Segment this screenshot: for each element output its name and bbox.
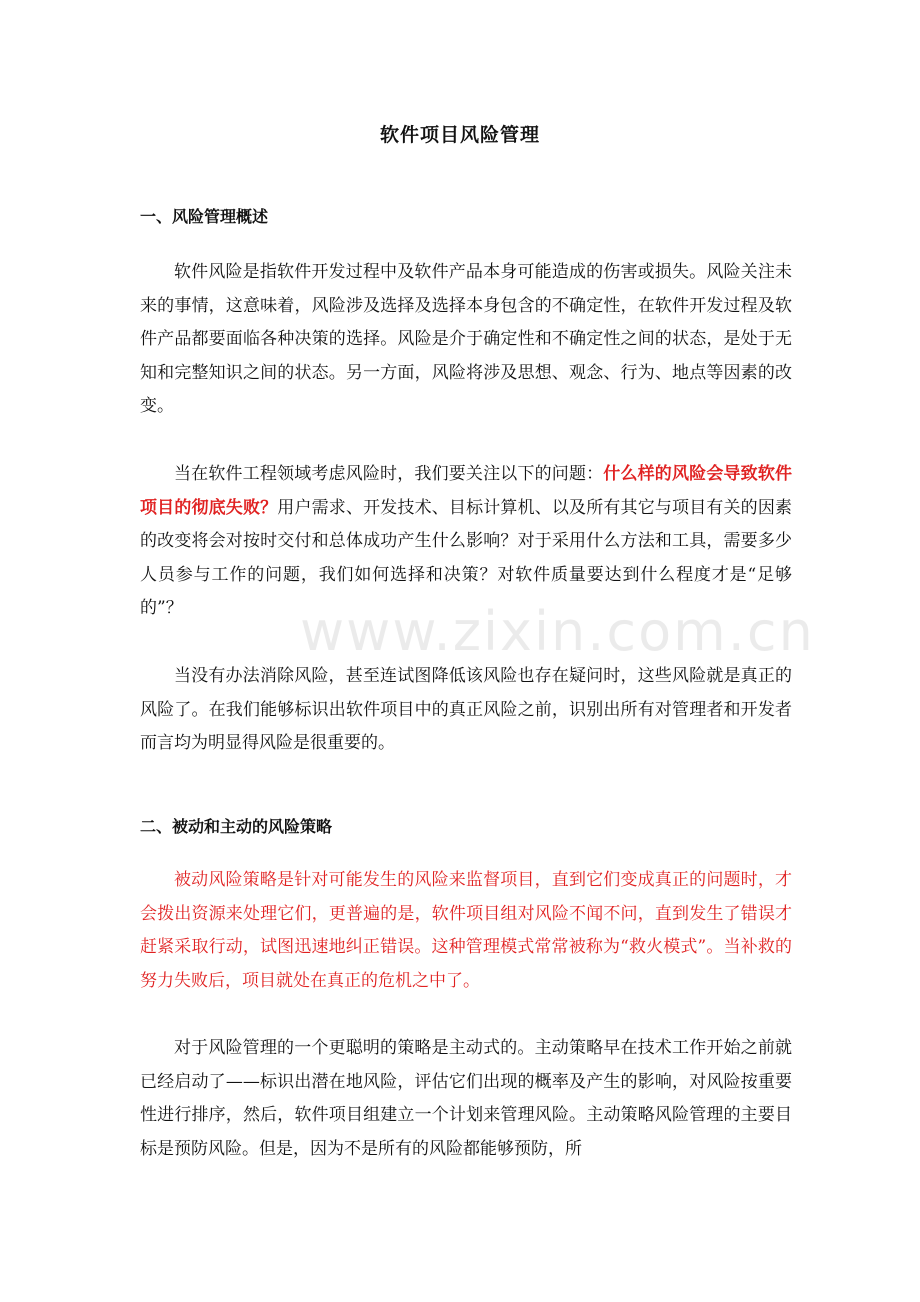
paragraph-2-highlight: 什么样的风险会导致软件项目的彻底失败？ — [140, 464, 793, 518]
section-heading-2: 二、被动和主动的风险策略 — [140, 817, 333, 836]
paragraph-2-text-c: 用户需求、开发技术、目标计算机、以及所有其它与项目有关的因素的改变将会对按时交付和总体成功产生什么影响？对于采用什么方法和工具，需要多少人员参与工作的问题，我们如何选择和决策？对软件质量要达到什么程度才是“足够的”？ — [140, 497, 792, 618]
watermark: www.zixin.com.cn — [300, 600, 815, 663]
document-title: 软件项目风险管理 — [379, 124, 540, 146]
paragraph-2 — [140, 458, 792, 626]
paragraph-2-text-a: 当在软件工程领域考虑风险时，我们要关注以下的问题： — [174, 464, 604, 484]
paragraph-3: 当没有办法消除风险，甚至连试图降低该风险也存在疑问时，这些风险就是真正的风险了。在我们能够标识出软件项目中的真正风险之前，识别出所有对管理者和开发者而言均为明显得风险是很重要的。 — [140, 666, 792, 753]
section-heading-1: 一、风险管理概述 — [140, 207, 269, 226]
paragraph-4: 被动风险策略是针对可能发生的风险来监督项目，直到它们变成真正的问题时，才会拨出资源来处理它们，更普遍的是，软件项目组对风险不闻不问，直到发生了错误才赶紧采取行动，试图迅速地纠正错误。这种管理模式常常被称为“救火模式”。当补救的努力失败后，项目就处在真正的危机之中了。 — [140, 870, 792, 991]
paragraph-1: 软件风险是指软件开发过程中及软件产品本身可能造成的伤害或损失。风险关注未来的事情，这意味着，风险涉及选择及选择本身包含的不确定性，在软件开发过程及软件产品都要面临各种决策的选择。风险是介于确定性和不确定性之间的状态，是处于无知和完整知识之间的状态。另一方面，风险将涉及思想、观念、行为、地点等因素的改变。 — [140, 262, 792, 416]
paragraph-5: 对于风险管理的一个更聪明的策略是主动式的。主动策略早在技术工作开始之前就已经启动了——标识出潜在地风险，评估它们出现的概率及产生的影响，对风险按重要性进行排序，然后，软件项目组建立一个计划来管理风险。主动策略风险管理的主要目标是预防风险。但是，因为不是所有的风险都能够预防，所 — [140, 1038, 792, 1159]
